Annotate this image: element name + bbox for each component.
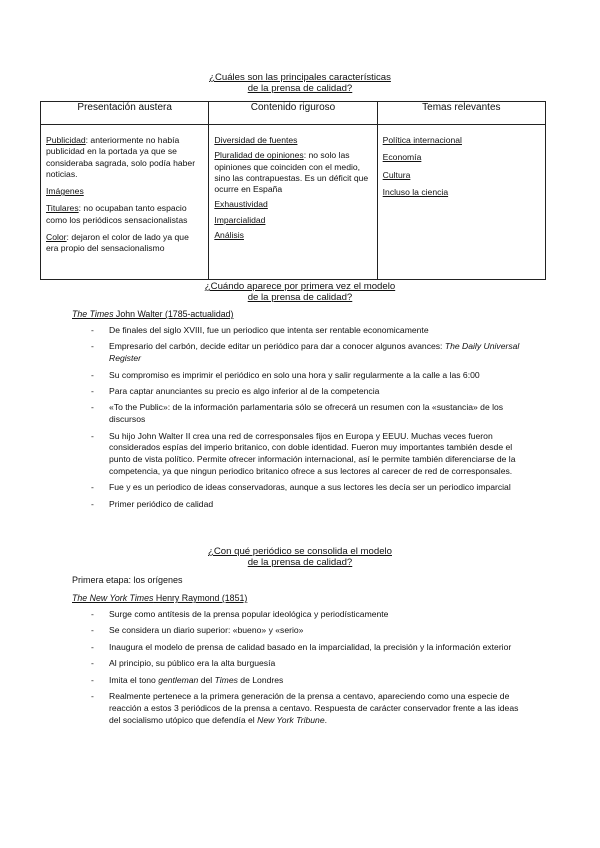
list-item: - Empresario del carbón, decide editar un periódico para dar a conocer algunos avances: The Daily Universal Register bbox=[91, 341, 520, 364]
item-exhaustividad: Exhaustividad bbox=[214, 199, 268, 210]
item-imparcialidad: Imparcialidad bbox=[214, 214, 266, 225]
item-analisis: Análisis bbox=[214, 230, 244, 241]
times-bullet-list bbox=[0, 325, 600, 515]
list-item: - Su compromiso es imprimir el periódico en solo una hora y salir regularmente a la calle a las 6:00 bbox=[91, 369, 480, 380]
item-ciencia: Incluso la ciencia bbox=[382, 186, 449, 197]
etapa-label: Primera etapa: los orígenes bbox=[72, 575, 183, 585]
list-item: - Inaugura el modelo de prensa de calidad basado en la imparcialidad, la precisión y la información exterior bbox=[91, 641, 512, 652]
heading-caracteristicas: ¿Cuáles son las principales características de la prensa de calidad? bbox=[209, 72, 391, 94]
heading-primera-vez: ¿Cuándo aparece por primera vez el modelo de la prensa de calidad? bbox=[204, 281, 396, 303]
item-economia: Economía bbox=[382, 152, 422, 163]
cell-temas bbox=[377, 125, 545, 280]
item-imagenes: Imágenes bbox=[46, 186, 84, 197]
cell-presentacion bbox=[41, 125, 209, 280]
list-item: - «To the Public»: de la información parlamentaria sólo se ofrecerá un resumen con la «sustancia» de los discursos bbox=[91, 402, 504, 425]
times-title: The Times John Walter (1785-actualidad) bbox=[72, 309, 234, 319]
list-item: - Su hijo John Walter II crea una red de corresponsales fijos en Europa y EEUU. Muchas veces fueron considerados espías del imperio britanico, con doble identidad. Fueron muy importantes también desde el punto de vista político. Permite ofrecer información internacional, así le permite también diferenciarse de la competencia, ya que ningun periodico britanico ofrece a sus lectores al carecer de red de corresponsales. bbox=[91, 430, 516, 476]
list-item: - Para captar anunciantes su precio es algo inferior al de la competencia bbox=[91, 385, 380, 396]
list-item: - Primer periódico de calidad bbox=[91, 498, 214, 509]
header-presentacion: Presentación austera bbox=[41, 102, 209, 125]
list-item: - Al principio, su público era la alta burguesía bbox=[91, 658, 276, 669]
characteristics-table bbox=[40, 101, 546, 280]
item-publicidad: Publicidad: anteriormente no había publicidad en la portada ya que se consideraba sagrada, solo podía haber noticias. bbox=[46, 135, 196, 179]
item-cultura: Cultura bbox=[382, 169, 411, 180]
heading-consolida: ¿Con qué periódico se consolida el modelo de la prensa de calidad? bbox=[208, 546, 392, 568]
list-item: - Se considera un diario superior: «bueno» y «serio» bbox=[91, 625, 304, 636]
header-temas: Temas relevantes bbox=[377, 102, 545, 125]
list-item: - Realmente pertenece a la primera generación de la prensa a centavo, apareciendo como una especie de reacción a estos 3 periódicos de la prensa a centavo. Respuesta de carácter conservador frente a las ideas del socialismo utópico que defendía el New York Tribune. bbox=[91, 690, 519, 725]
list-item: - Surge como antítesis de la prensa popular ideológica y periodísticamente bbox=[91, 609, 389, 619]
item-diversidad: Diversidad de fuentes bbox=[214, 135, 298, 145]
cell-contenido bbox=[209, 125, 377, 280]
nyt-title: The New York Times Henry Raymond (1851) bbox=[72, 593, 248, 603]
table-header-row bbox=[41, 102, 546, 125]
list-item: - De finales del siglo XVIII, fue un periodico que intenta ser rentable economicamente bbox=[91, 325, 429, 335]
header-contenido: Contenido riguroso bbox=[209, 102, 377, 125]
list-item: - Fue y es un periodico de ideas conservadoras, aunque a sus lectores les decía ser un periodico imparcial bbox=[91, 482, 511, 493]
nyt-bullet-list bbox=[0, 609, 600, 731]
item-politica: Política internacional bbox=[382, 135, 462, 145]
table-body-row bbox=[41, 125, 546, 280]
item-color: Color: dejaron el color de lado ya que era propio del sensacionalismo bbox=[46, 232, 189, 254]
item-titulares: Titulares: no ocupaban tanto espacio como los periódicos sensacionalistas bbox=[46, 203, 188, 225]
list-item: - Imita el tono gentleman del Times de Londres bbox=[91, 674, 284, 685]
item-pluralidad: Pluralidad de opiniones: no solo las opiniones que coinciden con el medio, sino las contrapuestas. Es un déficit que ocurre en España bbox=[214, 150, 369, 195]
